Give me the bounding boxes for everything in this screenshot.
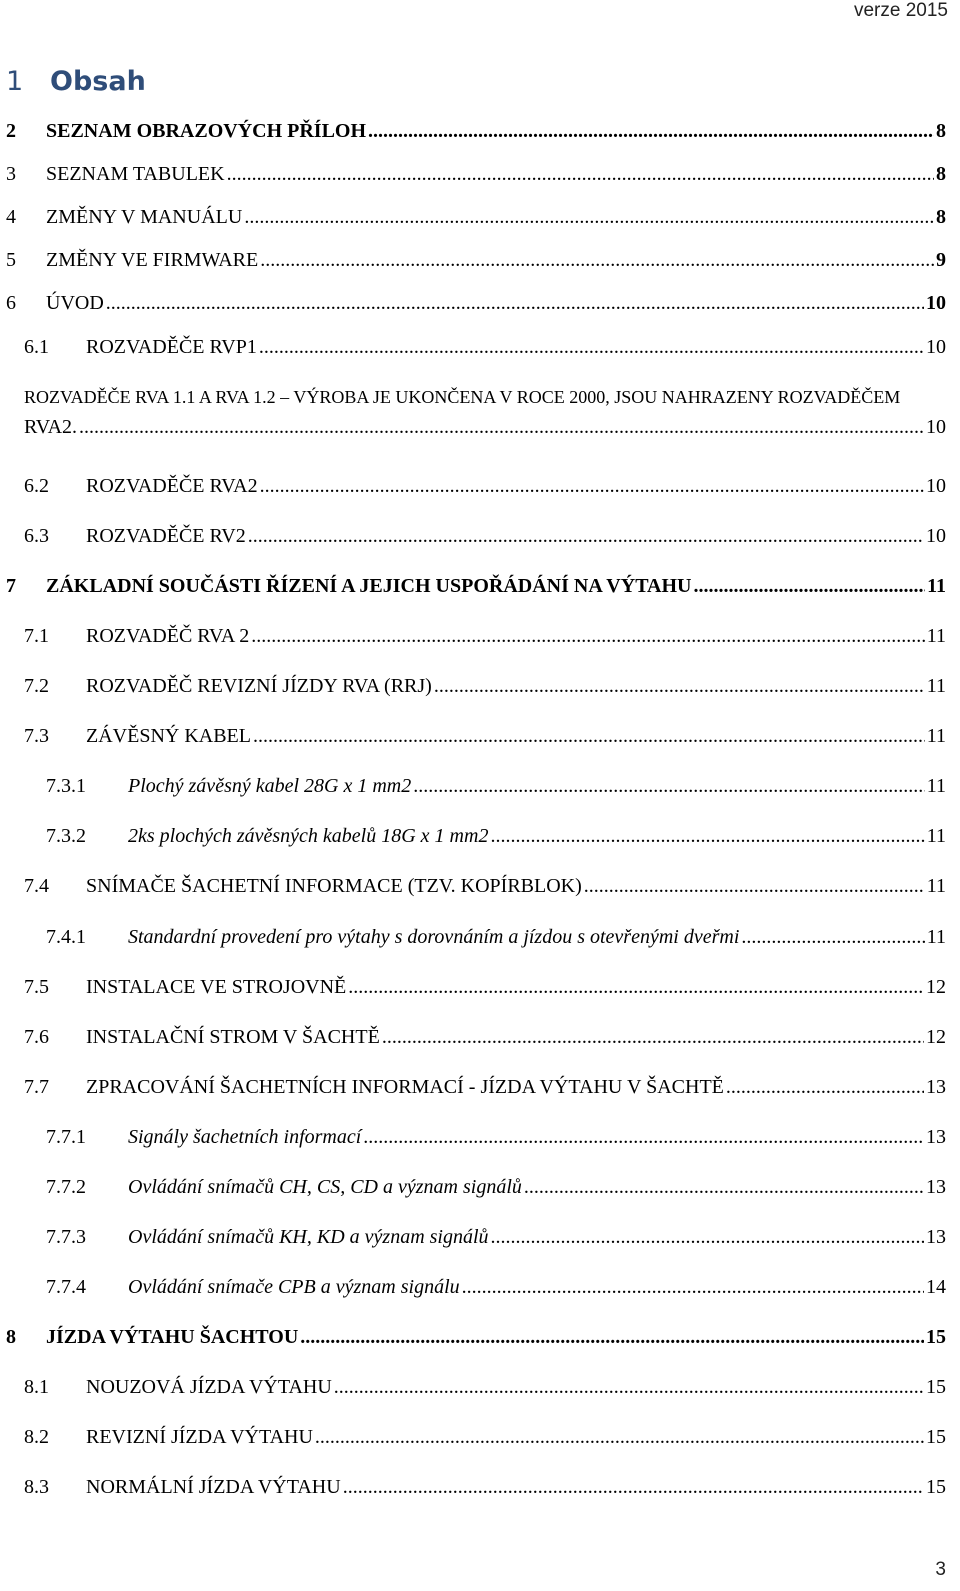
toc-entry-title: INSTALAČNÍ STROM V ŠACHTĚ [86,1026,380,1048]
toc-entry[interactable] [6,1468,946,1500]
toc-entry-number: 7.3.1 [46,775,86,797]
toc-leader-dots [694,573,926,599]
toc-entry-page: 8 [936,163,946,185]
toc-entry-page: 9 [936,249,946,271]
toc-entry-title: ZMĚNY V MANUÁLU [46,206,243,228]
toc-leader-dots [251,623,924,649]
toc-entry-number: 7.1 [24,625,49,647]
toc-leader-dots [434,673,925,699]
toc-entry[interactable] [6,467,946,499]
toc-entry-page: 8 [936,206,946,228]
toc-leader-dots [343,1474,924,1500]
toc-entry-number: 5 [6,249,16,271]
page-number: 3 [935,1559,946,1580]
toc-entry-number: 6 [6,292,16,314]
toc-entry-number: 7.3.2 [46,825,86,847]
toc-entry-page: 12 [926,1026,946,1048]
toc-heading-title: Obsah [50,66,146,97]
toc-entry[interactable] [6,867,946,899]
toc-entry-page: 11 [927,575,946,597]
toc-leader-dots [79,414,924,440]
toc-entry[interactable] [6,617,946,649]
toc-leader-dots [491,1224,924,1250]
toc-entry-number: 6.3 [24,525,49,547]
toc-entry-number: 6.2 [24,475,49,497]
toc-entry[interactable] [6,567,946,599]
toc-leader-dots [490,823,924,849]
toc-entry-title: ROZVADĚČE RV2 [86,525,246,547]
toc-entry-page: 8 [936,120,946,142]
toc-entry-page: 12 [926,976,946,998]
toc-entry-page: 11 [926,926,946,948]
toc-entry[interactable] [6,1218,946,1250]
toc-leader-dots [315,1424,924,1450]
toc-entry-page: 15 [926,1426,946,1448]
toc-entry-title: SEZNAM OBRAZOVÝCH PŘÍLOH [46,120,367,142]
toc-entry-page: 14 [926,1276,946,1298]
toc-entry-title: ZÁKLADNÍ SOUČÁSTI ŘÍZENÍ A JEJICH USPOŘÁDÁNÍ NA VÝTAHU [46,575,692,597]
toc-leader-dots [741,924,924,950]
toc-entry[interactable] [6,918,946,950]
toc-entry-page: 10 [926,525,946,547]
toc-heading-number: 1 [6,66,24,97]
toc-entry[interactable] [6,1268,946,1300]
toc-entry-page: 15 [926,1376,946,1398]
toc-entry-number: 7.6 [24,1026,49,1048]
document-version: verze 2015 [853,0,948,21]
toc-entry[interactable] [6,155,946,187]
toc-entry-page: 11 [926,625,946,647]
toc-entry[interactable] [6,717,946,749]
toc-entry-page: 13 [926,1126,946,1148]
toc-entry-number: 7.4.1 [46,926,86,948]
toc-entry-title: ROZVADĚČ REVIZNÍ JÍZDY RVA (RRJ) [86,675,432,697]
toc-entry-title: Signály šachetních informací [128,1126,362,1148]
toc-entry-number: 4 [6,206,16,228]
toc-leader-dots [334,1374,924,1400]
toc-leader-dots [260,247,934,273]
toc-leader-dots [524,1174,924,1200]
toc-leader-dots [248,523,924,549]
toc-entry-number: 7.3 [24,725,49,747]
toc-entry-title: Ovládání snímačů CH, CS, CD a význam signálů [128,1176,522,1198]
toc-entry-title: Standardní provedení pro výtahy s dorovnáním a jízdou s otevřenými dveřmi [128,926,740,948]
toc-entry-page: 11 [926,875,946,897]
toc-entry-number: 7.7.4 [46,1276,86,1298]
toc-entry[interactable] [6,1368,946,1400]
toc-entry-number: 8.1 [24,1376,49,1398]
toc-entry-title: ROZVADĚČE RVA2 [86,475,258,497]
toc-entry-title-line2: RVA2. [24,416,78,438]
toc-leader-dots [382,1024,924,1050]
toc-entry[interactable] [6,667,946,699]
toc-entry-title: ZMĚNY VE FIRMWARE [46,249,259,271]
toc-entry-number: 8.2 [24,1426,49,1448]
toc-leader-dots [348,974,924,1000]
toc-entry[interactable] [6,1318,946,1350]
toc-entry-page: 10 [926,475,946,497]
toc-entry[interactable] [6,767,946,799]
toc-entry-number: 7.7.2 [46,1176,86,1198]
toc-entry-number: 7.7.3 [46,1226,86,1248]
toc-entry-title: Plochý závěsný kabel 28G x 1 mm2 [128,775,412,797]
toc-entry-title: ROZVADĚČ RVA 2 [86,625,250,647]
toc-leader-dots [462,1274,924,1300]
toc-entry-title: ZPRACOVÁNÍ ŠACHETNÍCH INFORMACÍ - JÍZDA VÝTAHU V ŠACHTĚ [86,1076,724,1098]
toc-entry-title: 2ks plochých závěsných kabelů 18G x 1 mm2 [128,825,489,847]
toc-entry[interactable] [6,112,946,144]
toc-leader-dots [413,773,924,799]
toc-entry-number: 7 [6,575,16,597]
toc-entry-number: 6.1 [24,336,49,358]
toc-entry-title: Ovládání snímačů KH, KD a význam signálů [128,1226,489,1248]
toc-entry-number: 2 [6,120,16,142]
toc-entry-page: 11 [926,825,946,847]
toc-entry-title: SNÍMAČE ŠACHETNÍ INFORMACE (TZV. KOPÍRBLOK) [86,875,582,897]
toc-leader-dots [106,290,924,316]
toc-entry[interactable] [6,1018,946,1050]
toc-entry-page: 11 [926,675,946,697]
toc-entry-page: 10 [926,336,946,358]
toc-entry[interactable] [6,1168,946,1200]
toc-entry-page: 13 [926,1226,946,1248]
toc-entry-title: JÍZDA VÝTAHU ŠACHTOU [46,1326,299,1348]
toc-entry[interactable] [6,284,946,316]
toc-entry-number: 8.3 [24,1476,49,1498]
toc-entry-title: NORMÁLNÍ JÍZDA VÝTAHU [86,1476,341,1498]
toc-leader-dots [227,161,934,187]
toc-entry-second-line [24,414,946,440]
toc-entry-number: 7.5 [24,976,49,998]
toc-entry[interactable] [6,198,946,230]
toc-leader-dots [259,334,924,360]
toc-entry-title: ZÁVĚSNÝ KABEL [86,725,251,747]
toc-entry-page: 10 [926,416,946,438]
toc-entry[interactable] [6,328,946,360]
toc-leader-dots [300,1324,924,1350]
toc-entry-number: 7.7 [24,1076,49,1098]
toc-leader-dots [363,1124,924,1150]
toc-entry[interactable] [6,1418,946,1450]
toc-entry[interactable] [6,968,946,1000]
toc-leader-dots [368,118,934,144]
toc-entry[interactable] [6,1068,946,1100]
toc-leader-dots [253,723,925,749]
toc-entry[interactable] [6,241,946,273]
toc-entry-title: ÚVOD [46,292,104,314]
toc-entry[interactable] [6,1118,946,1150]
toc-entry-number: 8 [6,1326,16,1348]
toc-entry-number: 7.7.1 [46,1126,86,1148]
toc-entry-title: ROZVADĚČE RVP1 [86,336,257,358]
toc-entry[interactable] [6,817,946,849]
toc-entry-title-line1: ROZVADĚČE RVA 1.1 A RVA 1.2 – VÝROBA JE UKONČENA V ROCE 2000, JSOU NAHRAZENY ROZVADĚČEM [24,387,901,407]
toc-entry-page: 11 [926,775,946,797]
toc-entry-page: 11 [926,725,946,747]
toc-entry-page: 15 [926,1326,946,1348]
toc-entry-title: INSTALACE VE STROJOVNĚ [86,976,347,998]
toc-heading [6,66,146,97]
toc-leader-dots [260,473,924,499]
toc-entry[interactable] [6,517,946,549]
toc-entry-page: 13 [926,1076,946,1098]
toc-entry-page: 10 [926,292,946,314]
toc-entry-page: 13 [926,1176,946,1198]
toc-entry-title: Ovládání snímače CPB a význam signálu [128,1276,460,1298]
toc-entry-title: SEZNAM TABULEK [46,163,225,185]
toc-leader-dots [244,204,934,230]
toc-leader-dots [584,873,925,899]
toc-entry-number: 3 [6,163,16,185]
toc-leader-dots [726,1074,924,1100]
toc-entry-page: 15 [926,1476,946,1498]
toc-entry-number: 7.4 [24,875,49,897]
toc-entry-number: 7.2 [24,675,49,697]
toc-entry-title: REVIZNÍ JÍZDA VÝTAHU [86,1426,313,1448]
toc-entry-title: NOUZOVÁ JÍZDA VÝTAHU [86,1376,332,1398]
toc-entry-multiline[interactable] [24,384,946,438]
